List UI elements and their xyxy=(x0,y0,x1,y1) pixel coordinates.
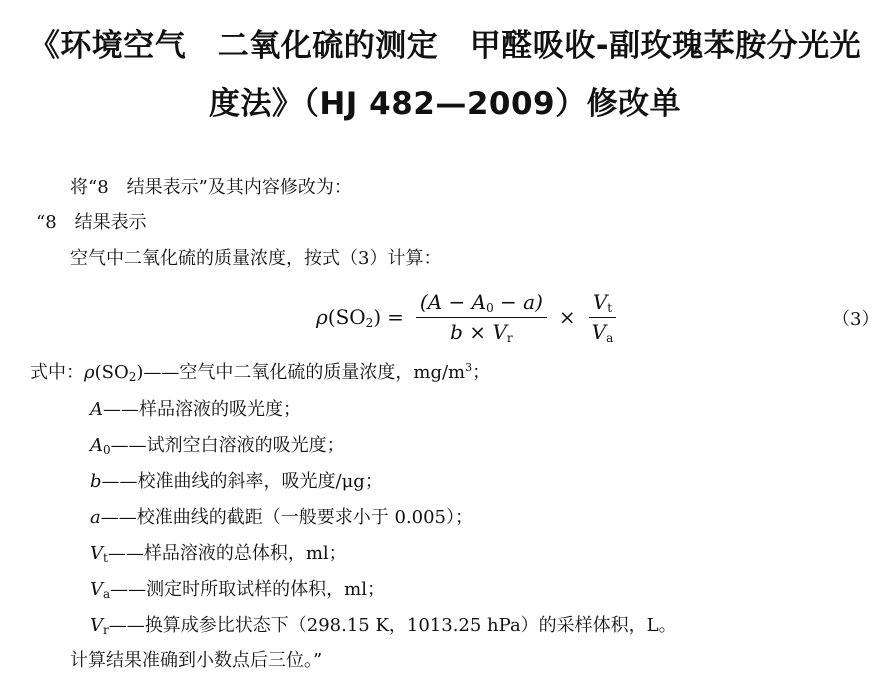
formula-fraction-volume: $\frac{V_t}{V_a}$ xyxy=(588,290,618,345)
precision-note: 计算结果准确到小数点后三位。” xyxy=(70,650,323,671)
formula-times: × xyxy=(558,305,576,329)
variable-definition: $V_t——$样品溶液的总体积，ml； xyxy=(90,543,347,565)
variable-definition: A——样品溶液的吸光度； xyxy=(90,399,301,420)
calculation-instruction: 空气中二氧化硫的质量浓度，按式（3）计算： xyxy=(70,248,442,269)
amendment-intro: 将“8 结果表示”及其内容修改为： xyxy=(70,177,352,198)
variable-definition: $V_a——$测定时所取试样的体积，ml； xyxy=(90,579,385,601)
document-title-line-2: 度法》（HJ 482—2009）修改单 xyxy=(208,86,682,122)
equation-number: （3） xyxy=(832,309,880,330)
variable-definition: a——校准曲线的截距（一般要求小于 0.005）； xyxy=(90,507,473,528)
where-clause: 式中：$\rho(SO_2)——$空气中二氧化硫的质量浓度，$mg/m^3$； xyxy=(30,361,491,384)
variable-definition: $V_r——$换算成参比状态下（298.15 K，1013.25 hPa）的采样体积，L。 xyxy=(90,615,677,637)
section-heading: “8 结果表示 xyxy=(36,212,147,233)
formula-fraction-absorbance: $\frac{(A - A_0 - a)}{b \times V_r}$ xyxy=(416,290,547,345)
variable-definition: $A_0——$试剂空白溶液的吸光度； xyxy=(90,435,345,457)
variable-definition: b——校准曲线的斜率，吸光度/μg； xyxy=(90,471,383,492)
document-title-line-1: 《环境空气 二氧化硫的测定 甲醛吸收-副玫瑰苯胺分光光 xyxy=(28,28,862,64)
so2-concentration-formula xyxy=(316,286,623,348)
formula-lhs: $\rho(SO_2)$ xyxy=(316,304,382,330)
formula-equals: = xyxy=(387,305,404,329)
